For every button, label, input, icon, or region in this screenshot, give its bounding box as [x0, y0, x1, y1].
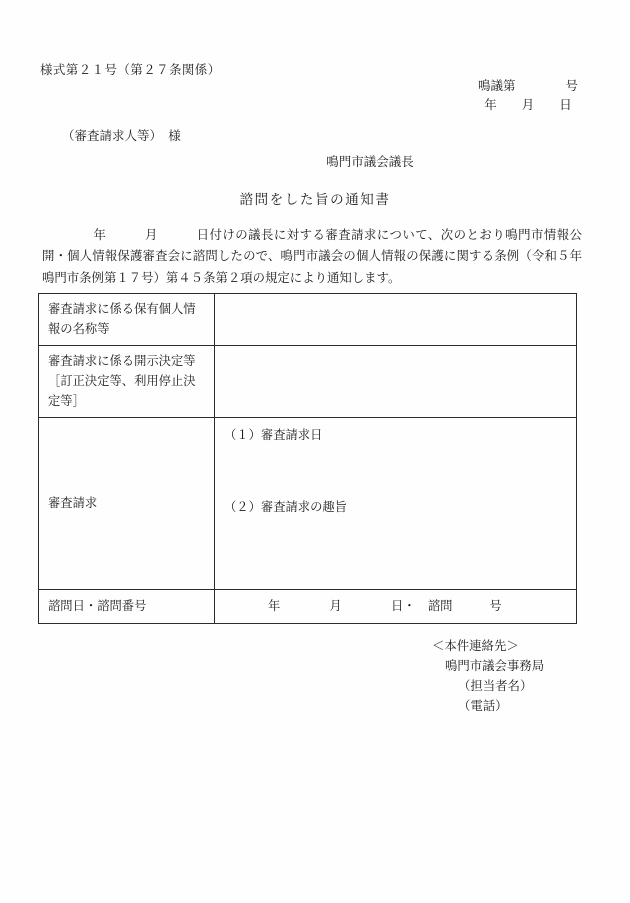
table-row [39, 294, 577, 346]
form-number: 様式第２１号（第２７条関係） [40, 62, 221, 77]
row-value-review-request[interactable] [215, 418, 577, 590]
row-label-consultation-date-number: 諮問日・諮問番号 [39, 590, 215, 624]
table-row [39, 346, 577, 418]
review-request-purpose-item: （２）審査請求の趣旨 [224, 500, 347, 515]
notification-table [38, 293, 577, 624]
review-request-date-item: （１）審査請求日 [224, 428, 323, 443]
contact-block [432, 636, 544, 716]
contact-office: 鳴門市議会事務局 [445, 658, 545, 674]
row-label-disclosure-decision: 審査請求に係る開示決定等［訂正決定等、利用停止決定等］ [39, 346, 215, 418]
page-title: 諮問をした旨の通知書 [239, 192, 391, 208]
row-value-information-name[interactable] [215, 294, 577, 346]
contact-heading: ＜本件連絡先＞ [432, 638, 519, 653]
row-label-review-request: 審査請求 [39, 418, 215, 590]
contact-person: （担当者名） [458, 678, 533, 694]
row-value-consultation-date-number[interactable] [215, 590, 577, 624]
contact-phone: （電話） [458, 698, 508, 714]
row-value-disclosure-decision[interactable] [215, 346, 577, 418]
table-row [39, 590, 577, 624]
document-number: 鳴議第 号 [477, 78, 578, 93]
document-number-block [478, 76, 578, 115]
consultation-date-number-text: 年 月 日・ 諮問 号 [268, 599, 502, 614]
addressee: （審査請求人等） 様 [62, 128, 181, 143]
issuer-name: 鳴門市議会議長 [326, 154, 414, 169]
row-label-information-name: 審査請求に係る保有個人情報の名称等 [39, 294, 215, 346]
body-paragraph: 年 月 日付けの議長に対する審査請求について、次のとおり鳴門市情報公開・個人情報保護審査会に諮問したので、鳴門市議会の個人情報の保護に関する条例（令和５年鳴門市条例第１７号）第４５条第２項の規定により通知します。 [42, 227, 582, 285]
table-row [39, 418, 577, 590]
document-date: 年 月 日 [484, 97, 572, 113]
